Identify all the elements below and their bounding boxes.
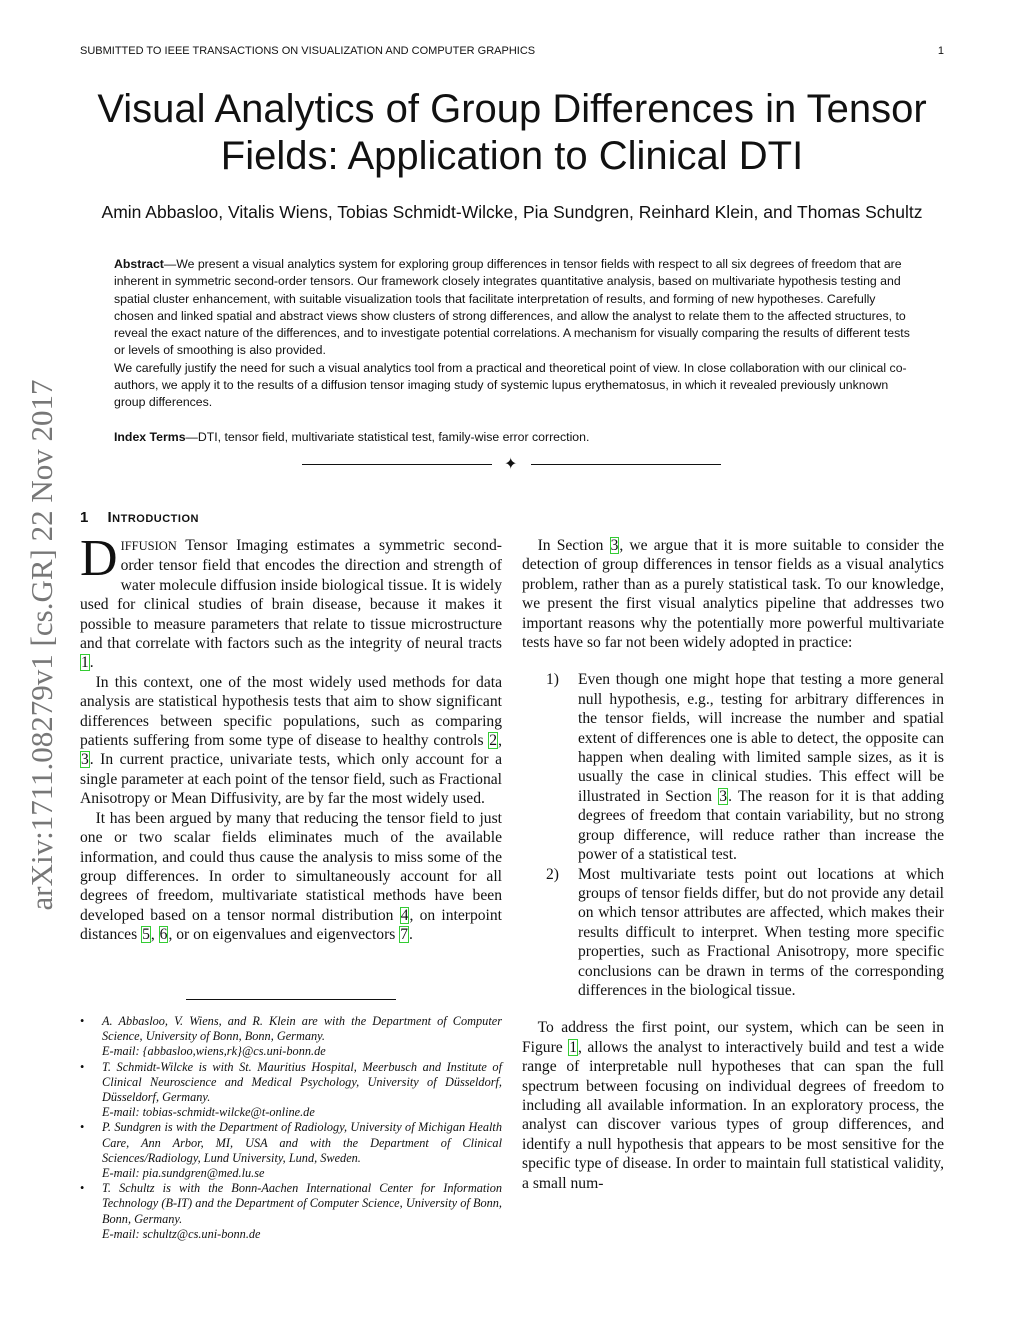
arxiv-stamp: arXiv:1711.08279v1 [cs.GR] 22 Nov 2017 xyxy=(24,379,59,911)
text-run: , on interpoint distances xyxy=(80,906,503,944)
numbered-list xyxy=(522,670,944,1000)
drop-cap: D xyxy=(80,530,118,587)
paragraph xyxy=(522,1018,944,1193)
right-column xyxy=(522,536,944,1193)
left-column xyxy=(80,530,503,945)
paragraph xyxy=(80,809,502,945)
footnote: • T. Schmidt-Wilcke is with St. Mauritius Hospital, Meerbusch and Institute of Clinical Neuroscience and Medical Psychology, University of Düsseldorf, Düsseldorf, Germany. E-mail: tobias-schmidt-wilcke@t-online.de xyxy=(80,1060,502,1121)
divider-right xyxy=(531,464,721,465)
list-item xyxy=(522,865,944,1001)
journal-name: SUBMITTED TO IEEE TRANSACTIONS ON VISUALIZATION AND COMPUTER GRAPHICS xyxy=(80,45,536,57)
index-terms-label: Index Terms xyxy=(114,430,186,444)
abstract xyxy=(114,256,910,412)
abstract-text-2: We carefully justify the need for such a visual analytics tool from a practical and theoretical point of view. In close collaboration with our clinical co-authors, we apply it to the results of a diffusion tensor imaging study of systemic lupus erythematosus, in which it revealed previously unknown group differences. xyxy=(114,360,907,410)
section-number: 1 xyxy=(80,509,89,526)
authors: Amin Abbasloo, Vitalis Wiens, Tobias Schmidt-Wilcke, Pia Sundgren, Reinhard Klein, and Thomas Schultz xyxy=(101,202,923,222)
footnote-rule xyxy=(186,999,396,1000)
citation-link[interactable]: 7 xyxy=(400,926,409,944)
citation-link[interactable]: 2 xyxy=(489,732,498,750)
page-number: 1 xyxy=(937,45,944,57)
text-run: . xyxy=(409,926,413,944)
text-run: . The reason for it is that adding degrees of freedom that contain variability, but no strong group difference, will reduce rather than increase the power of a statistical test. xyxy=(578,787,945,864)
paragraph xyxy=(80,673,502,809)
abstract-label: Abstract xyxy=(114,257,164,271)
paragraph xyxy=(522,536,944,652)
text-run: , allows the analyst to interactively build and test a wide range of interpretable null hypotheses that can span the full spectrum between focusing on individual degrees of freedom to including all available information. In an exploratory process, the analyst can discover various types of group differences, and identify a null hypothesis that appears to be most sensitive for the specific type of disease. In order to maintain full statistical validity, a small num- xyxy=(522,1038,944,1192)
text-run: Most multivariate tests point out locations at which groups of tensor fields differ, but do not provide any detail on which tensor attributes are affected, which makes their results difficult to interpret. When testing more specific properties, such as Fractional Anisotropy, more specific conclusions can be drawn in terms of the corresponding differences in the biological tissue. xyxy=(578,865,944,999)
text-run: , we argue that it is more suitable to consider the detection of group differences in tensor fields as a visual analytics problem, rather than as a purely statistical task. To our knowledge, we present the first visual analytics pipeline that addresses two important reasons why the potentially more powerful multivariate tests have so far not been widely adopted in practice: xyxy=(522,537,944,652)
text-run: . In current practice, univariate tests, which only account for a single parameter at each point of the tensor field, such as Fractional Anisotropy or Mean Diffusivity, are by far the most widely used. xyxy=(80,751,502,808)
footnote: • P. Sundgren is with the Department of Radiology, University of Michigan Health Care, Ann Arbor, MI, USA and with the Department of Clinical Sciences/Radiology, Lund University, Lund, Sweden. E-mail: pia.sundgren@med.lu.se xyxy=(80,1120,502,1181)
text-run: , xyxy=(150,926,159,944)
divider-left xyxy=(302,464,492,465)
footnote: • T. Schultz is with the Bonn-Aachen International Center for Information Technology (B-IT) and the Department of Computer Science, University of Bonn, Bonn, Germany. E-mail: schultz@cs.uni-bonn.de xyxy=(80,1181,502,1242)
section-title: Introduction xyxy=(107,509,199,526)
diamond-ornament-icon: ✦ xyxy=(504,456,518,473)
citation-link[interactable]: 1 xyxy=(81,654,89,672)
text-run: To address the first point, our system, which can be seen in Figure xyxy=(522,1019,944,1056)
paragraph xyxy=(80,530,502,673)
text-run: Even though one might hope that testing a more general null hypothesis, e.g., testing for arbitrary differences in the tensor fields, will increase the number and spatial extent of differences one is able to detect, the opposite can happen when dealing with limited sample sizes, as it is usually the case in clinical studies. This effect will be illustrated in Section xyxy=(578,671,944,805)
text-run: , or on eigenvalues and eigenvectors xyxy=(168,926,400,944)
running-header xyxy=(80,45,944,57)
citation-link[interactable]: 3 xyxy=(81,751,89,769)
section-heading xyxy=(80,509,199,526)
list-item xyxy=(522,670,944,864)
citation-link[interactable]: 6 xyxy=(159,926,168,944)
citation-link[interactable]: 4 xyxy=(400,906,409,924)
text-run: , xyxy=(498,732,502,750)
text-run: In Section xyxy=(537,537,610,554)
list-number: 2) xyxy=(546,865,559,883)
citation-link[interactable]: 5 xyxy=(142,926,150,944)
index-terms-text: —DTI, tensor field, multivariate statistical test, family-wise error correction. xyxy=(185,430,590,444)
text-run: In this context, one of the most widely used methods for data analysis are statistical hypothesis tests that aim to show significant differences between specific populations, such as comparing patients suffering from some type of disease to healthy controls xyxy=(80,673,502,750)
list-number: 1) xyxy=(546,671,559,689)
paper-title: Visual Analytics of Group Differences in Tensor Fields: Application to Clinical DTI xyxy=(97,87,927,178)
citation-link[interactable]: 1 xyxy=(569,1038,577,1056)
footnote: • A. Abbasloo, V. Wiens, and R. Klein are with the Department of Computer Science, University of Bonn, Bonn, Germany. E-mail: {abbasloo,wiens,rk}@cs.uni-bonn.de xyxy=(80,1014,502,1060)
text-run: It has been argued by many that reducing the tensor field to just one or two scalar fields eliminates much of the available information, and could thus cause the analysis to miss some of the group differences. In order to simultaneously account for all degrees of freedom, multivariate statistical methods have been developed based on a tensor normal distribution xyxy=(80,809,502,924)
text-run: . xyxy=(89,654,94,672)
text-run: Tensor Imaging estimates a symmetric second-order tensor field that encodes the direction and strength of water molecule diffusion inside biological tissue. It is widely used for clinical studies of brain disease, because it makes it possible to measure parameters that relate to tissue microstructure and that correlate with factors such as the integrity of neural tracts xyxy=(80,537,502,653)
abstract-text: —We present a visual analytics system for exploring group differences in tensor fields with respect to all six degrees of freedom that are inherent in symmetric second-order tensors. Our framework closely integrates quantitative analysis, based on multivariate hypothesis testing and spatial cluster enhancement, with suitable visualization tools that facilitate interpretation of results, and forming of new hypotheses. Carefully chosen and linked spatial and abstract views show clusters of strong differences, and allow the analyst to relate them to the affected structures, to reveal the exact nature of the differences, and to investigate potential correlations. A mechanism for visually comparing the results of different tests or levels of smoothing is also provided. xyxy=(114,257,910,358)
citation-link[interactable]: 3 xyxy=(610,537,619,554)
index-terms xyxy=(114,430,910,444)
footnotes xyxy=(80,1014,502,1242)
lead-word: IFFUSION xyxy=(120,539,177,553)
citation-link[interactable]: 3 xyxy=(719,787,728,805)
